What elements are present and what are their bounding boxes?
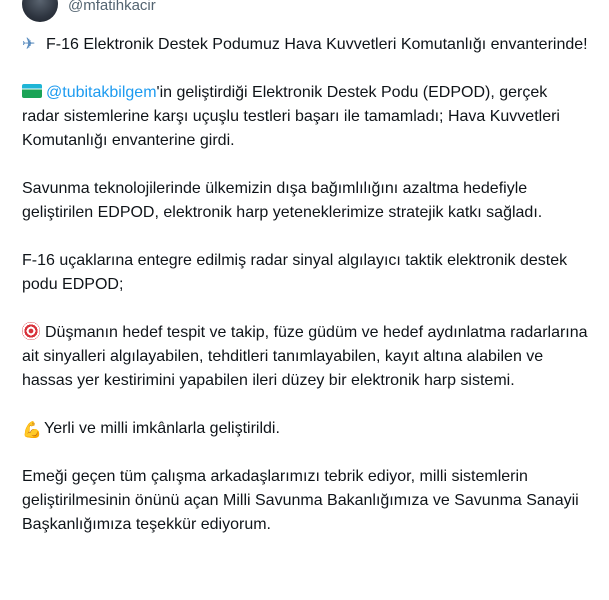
- tweet-text: 'in geliştirdiği Elektronik Destek Podu (EDPOD), gerçek radar sistemlerine karşı uçuşlu testleri başarı ile tamamladı; Hava Kuvvetleri Komutanlığı envanterine girdi.: [22, 84, 560, 149]
- tweet-paragraph-7: Emeği geçen tüm çalışma arkadaşlarımızı tebrik ediyor, milli sistemlerin geliştirilmesinin önünü açan Milli Savunma Bakanlığımıza ve Savunma Sanayii Başkanlığımıza teşekkür ediyorum.: [22, 468, 579, 533]
- tweet-text: Yerli ve milli imkânlarla geliştirildi.: [44, 420, 280, 437]
- tweet-body: [22, 32, 588, 561]
- author-handle[interactable]: @mfatihkacir: [68, 0, 156, 14]
- tweet-paragraph-3: Savunma teknolojilerinde ülkemizin dışa bağımlılığını azaltma hedefiyle geliştirilen EDPOD, elektronik harp yeteneklerimize stratejik katkı sağladı.: [22, 180, 543, 221]
- airplane-icon: ✈: [22, 34, 36, 53]
- tweet-paragraph-6: [22, 417, 588, 441]
- flexed-arm-icon: 💪: [22, 420, 42, 439]
- tweet-text: F-16 Elektronik Destek Podumuz Hava Kuvvetleri Komutanlığı envanterinde!: [46, 36, 588, 53]
- mention-link[interactable]: @tubitakbilgem: [46, 84, 157, 101]
- tweet-paragraph-2: [22, 81, 588, 153]
- avatar[interactable]: [22, 0, 58, 22]
- tweet-paragraph-1: [22, 32, 588, 57]
- tweet-header: [22, 0, 68, 20]
- tweet-paragraph-5: [22, 321, 588, 393]
- target-icon: [22, 322, 40, 340]
- tweet-text: Düşmanın hedef tespit ve takip, füze güdüm ve hedef aydınlatma radarlarına ait sinyalleri algılayabilen, tehditleri tanımlayabilen, kayıt altına alabilen ve hassas yer kestirimini yapabilen ileri düzey bir elektronik harp sistemi.: [22, 324, 588, 389]
- flag-icon: [22, 84, 42, 98]
- tweet-paragraph-4: F-16 uçaklarına entegre edilmiş radar sinyal algılayıcı taktik elektronik destek podu EDPOD;: [22, 252, 568, 293]
